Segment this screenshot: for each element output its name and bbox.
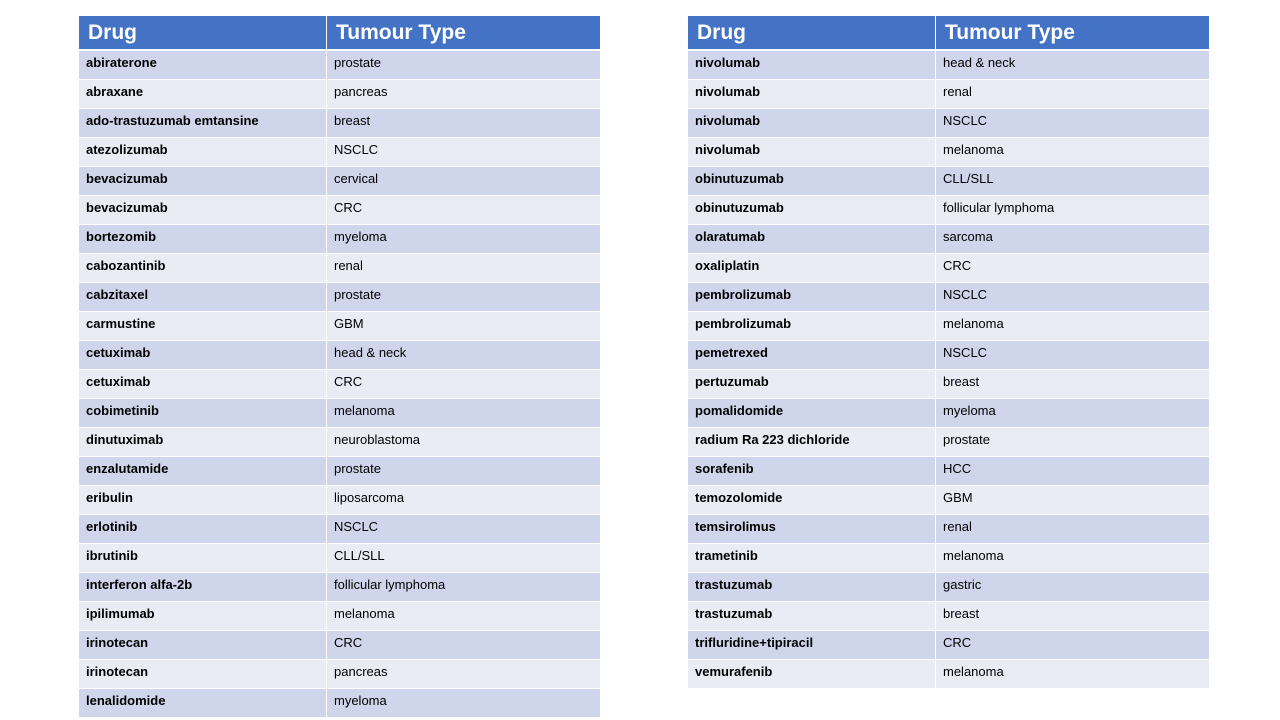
drug-cell: bortezomib [79, 225, 327, 254]
table-row [79, 631, 600, 660]
drug-cell: obinutuzumab [688, 167, 936, 196]
header-drug: Drug [79, 16, 327, 51]
drug-cell: trastuzumab [688, 602, 936, 631]
drug-cell: cabzitaxel [79, 283, 327, 312]
drug-cell: erlotinib [79, 515, 327, 544]
table-row [688, 660, 1209, 689]
tumour-type-cell: breast [936, 370, 1209, 399]
table-row [688, 312, 1209, 341]
drug-cell: irinotecan [79, 631, 327, 660]
table-row [79, 457, 600, 486]
tumour-type-cell: GBM [936, 486, 1209, 515]
drug-cell: temsirolimus [688, 515, 936, 544]
drug-cell: trastuzumab [688, 573, 936, 602]
drug-cell: ibrutinib [79, 544, 327, 573]
table-row [79, 341, 600, 370]
drug-cell: cabozantinib [79, 254, 327, 283]
table-row [688, 283, 1209, 312]
table-row [79, 254, 600, 283]
drug-cell: eribulin [79, 486, 327, 515]
drug-cell: irinotecan [79, 660, 327, 689]
tumour-type-cell: myeloma [936, 399, 1209, 428]
table-row [79, 573, 600, 602]
tumour-type-cell: prostate [327, 51, 600, 80]
drug-cell: cetuximab [79, 370, 327, 399]
table-row [688, 51, 1209, 80]
table-row [688, 225, 1209, 254]
tumour-type-cell: prostate [327, 457, 600, 486]
drug-cell: nivolumab [688, 51, 936, 80]
table-row [79, 283, 600, 312]
drug-cell: abiraterone [79, 51, 327, 80]
table-row [79, 399, 600, 428]
table-row [688, 457, 1209, 486]
drug-cell: obinutuzumab [688, 196, 936, 225]
tumour-type-cell: sarcoma [936, 225, 1209, 254]
tumour-type-cell: melanoma [936, 660, 1209, 689]
tumour-type-cell: CRC [327, 631, 600, 660]
tumour-type-cell: NSCLC [936, 341, 1209, 370]
drug-cell: pertuzumab [688, 370, 936, 399]
tumour-type-cell: head & neck [327, 341, 600, 370]
tumour-type-cell: CRC [327, 370, 600, 399]
tumour-type-cell: myeloma [327, 689, 600, 718]
table-row [79, 428, 600, 457]
tumour-type-cell: melanoma [327, 602, 600, 631]
table-row [688, 254, 1209, 283]
table-row [688, 399, 1209, 428]
tumour-type-cell: CRC [936, 631, 1209, 660]
drug-cell: pembrolizumab [688, 312, 936, 341]
table-row [79, 312, 600, 341]
table-row [79, 109, 600, 138]
tumour-type-cell: GBM [327, 312, 600, 341]
table-row [79, 196, 600, 225]
tumour-type-cell: NSCLC [936, 109, 1209, 138]
table-row [688, 138, 1209, 167]
drug-cell: bevacizumab [79, 196, 327, 225]
tumour-type-cell: NSCLC [327, 138, 600, 167]
drug-cell: bevacizumab [79, 167, 327, 196]
table-row [688, 341, 1209, 370]
table-row [79, 515, 600, 544]
drug-cell: trametinib [688, 544, 936, 573]
drug-cell: olaratumab [688, 225, 936, 254]
table-row [79, 167, 600, 196]
drug-cell: nivolumab [688, 80, 936, 109]
table-row [688, 428, 1209, 457]
drug-table-right [688, 16, 1209, 689]
tumour-type-cell: melanoma [936, 312, 1209, 341]
tumour-type-cell: renal [936, 80, 1209, 109]
table-row [688, 486, 1209, 515]
header-row [688, 16, 1209, 51]
drug-cell: cobimetinib [79, 399, 327, 428]
tumour-type-cell: melanoma [936, 138, 1209, 167]
tumour-type-cell: melanoma [327, 399, 600, 428]
drug-cell: radium Ra 223 dichloride [688, 428, 936, 457]
table-row [79, 660, 600, 689]
header-tumour-type: Tumour Type [327, 16, 600, 51]
tumour-type-cell: NSCLC [327, 515, 600, 544]
header-row [79, 16, 600, 51]
drug-cell: oxaliplatin [688, 254, 936, 283]
table-row [79, 51, 600, 80]
table-row [688, 573, 1209, 602]
drug-cell: pomalidomide [688, 399, 936, 428]
drug-cell: nivolumab [688, 138, 936, 167]
tumour-type-cell: liposarcoma [327, 486, 600, 515]
drug-cell: abraxane [79, 80, 327, 109]
drug-cell: interferon alfa-2b [79, 573, 327, 602]
tumour-type-cell: renal [936, 515, 1209, 544]
table-row [688, 602, 1209, 631]
table-row [79, 370, 600, 399]
tumour-type-cell: HCC [936, 457, 1209, 486]
drug-cell: ado-trastuzumab emtansine [79, 109, 327, 138]
tumour-type-cell: CLL/SLL [327, 544, 600, 573]
tumour-type-cell: NSCLC [936, 283, 1209, 312]
table-row [688, 196, 1209, 225]
drug-cell: enzalutamide [79, 457, 327, 486]
drug-cell: nivolumab [688, 109, 936, 138]
tumour-type-cell: pancreas [327, 660, 600, 689]
drug-cell: ipilimumab [79, 602, 327, 631]
table-row [79, 486, 600, 515]
header-tumour-type: Tumour Type [936, 16, 1209, 51]
tumour-type-cell: cervical [327, 167, 600, 196]
drug-table-left [79, 16, 600, 718]
drug-cell: carmustine [79, 312, 327, 341]
tumour-type-cell: prostate [327, 283, 600, 312]
tumour-type-cell: breast [936, 602, 1209, 631]
table-row [79, 138, 600, 167]
drug-cell: temozolomide [688, 486, 936, 515]
tumour-type-cell: myeloma [327, 225, 600, 254]
tumour-type-cell: CRC [936, 254, 1209, 283]
table-row [688, 80, 1209, 109]
table-row [79, 602, 600, 631]
table-row [688, 167, 1209, 196]
header-drug: Drug [688, 16, 936, 51]
table-row [79, 80, 600, 109]
drug-cell: atezolizumab [79, 138, 327, 167]
tumour-type-cell: head & neck [936, 51, 1209, 80]
drug-cell: trifluridine+tipiracil [688, 631, 936, 660]
table-row [79, 225, 600, 254]
tumour-type-cell: CLL/SLL [936, 167, 1209, 196]
tumour-type-cell: CRC [327, 196, 600, 225]
drug-cell: cetuximab [79, 341, 327, 370]
tumour-type-cell: renal [327, 254, 600, 283]
tumour-type-cell: follicular lymphoma [936, 196, 1209, 225]
tumour-type-cell: breast [327, 109, 600, 138]
drug-cell: lenalidomide [79, 689, 327, 718]
tumour-type-cell: neuroblastoma [327, 428, 600, 457]
table-row [688, 544, 1209, 573]
drug-cell: dinutuximab [79, 428, 327, 457]
tumour-type-cell: prostate [936, 428, 1209, 457]
tumour-type-cell: melanoma [936, 544, 1209, 573]
tumour-type-cell: gastric [936, 573, 1209, 602]
table-row [79, 544, 600, 573]
drug-cell: pembrolizumab [688, 283, 936, 312]
tumour-type-cell: follicular lymphoma [327, 573, 600, 602]
drug-cell: pemetrexed [688, 341, 936, 370]
table-row [79, 689, 600, 718]
table-row [688, 631, 1209, 660]
drug-cell: sorafenib [688, 457, 936, 486]
drug-cell: vemurafenib [688, 660, 936, 689]
table-row [688, 515, 1209, 544]
tumour-type-cell: pancreas [327, 80, 600, 109]
table-row [688, 370, 1209, 399]
table-row [688, 109, 1209, 138]
